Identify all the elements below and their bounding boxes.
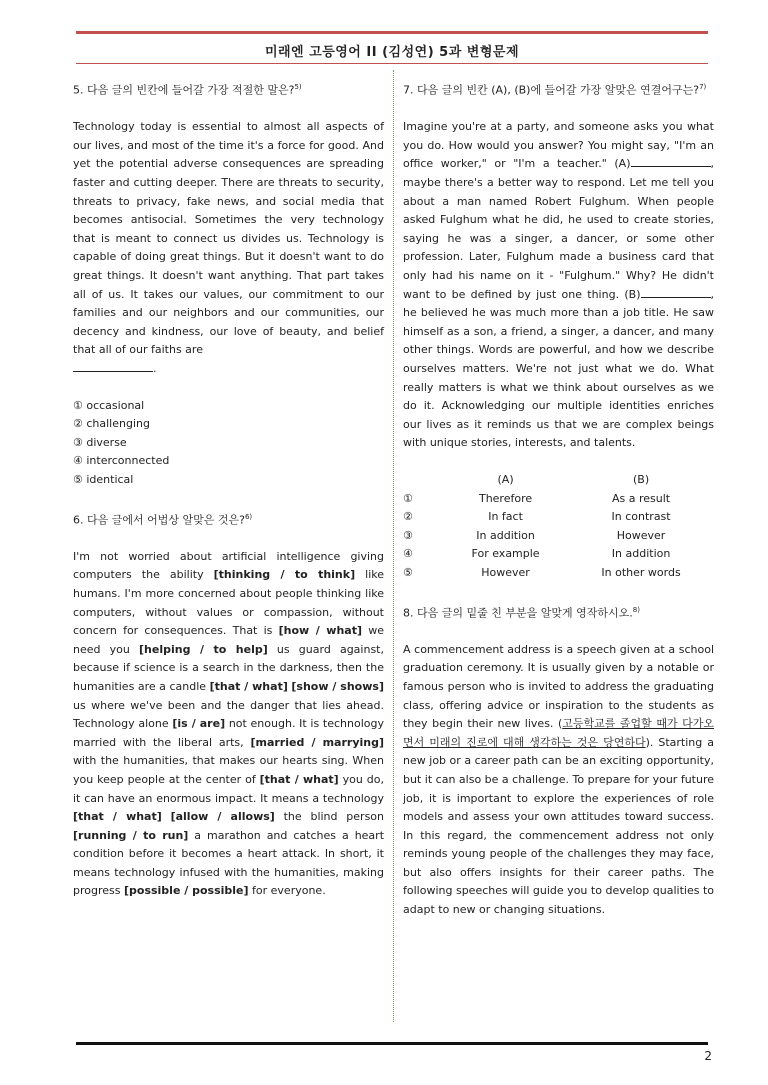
footnote-marker: 6): [244, 512, 253, 521]
grammar-choice[interactable]: [married / marrying]: [250, 735, 384, 749]
question-8-title: 8. 다음 글의 밑줄 친 부분을 알맞게 영작하시오.$^{8)}$: [403, 605, 640, 620]
grammar-choice[interactable]: [running / to run]: [73, 828, 189, 842]
footer-rule: [76, 1042, 708, 1045]
grammar-choice[interactable]: [possible / possible]: [123, 884, 249, 898]
passage-text: a marathon and catches a heart condition before it becomes a heart attack. In short, it means technology infused with the humanities, making progress: [73, 828, 385, 898]
grammar-choice[interactable]: [that / what]: [259, 772, 339, 786]
column-b-header: (B): [632, 472, 650, 486]
option-3[interactable]: ③ diverse: [73, 435, 127, 449]
grammar-choice[interactable]: [how / what]: [278, 624, 362, 638]
question-7-title: 7. 다음 글의 빈칸 (A), (B)에 들어갈 가장 알맞은 연결어구는?$^{7)}$: [403, 83, 707, 97]
page-number: 2: [704, 1049, 712, 1063]
page-title: 미래엔 고등영어 II (김성연) 5과 변형문제: [264, 45, 520, 60]
option-a-value: Therefore: [478, 491, 533, 505]
option-a-value: In addition: [476, 528, 535, 542]
option-row-5[interactable]: [403, 564, 714, 583]
option-row-2[interactable]: [403, 508, 714, 527]
passage-text: not enough. It is technology married with the liberal arts,: [73, 717, 384, 749]
option-a-value: For example: [471, 547, 540, 561]
footnote-marker: 8): [632, 605, 640, 614]
column-a-header: (A): [497, 472, 514, 486]
option-b-value: However: [616, 528, 666, 542]
option-number: ①: [403, 491, 413, 505]
question-7-options-table: [403, 471, 714, 583]
option-row-1[interactable]: [403, 490, 714, 509]
grammar-choice[interactable]: [thinking / to think]: [213, 568, 356, 582]
passage-text: with the humanities, that makes our hearts sing. When you keep people at the center of: [73, 754, 384, 786]
option-b-value: In contrast: [611, 510, 671, 524]
passage-text: we need you: [73, 624, 384, 656]
left-column: [73, 78, 384, 919]
question-6-passage: [73, 548, 384, 901]
grammar-choice[interactable]: [that / what]: [209, 679, 288, 693]
right-column: [403, 78, 714, 938]
grammar-choice[interactable]: [show / shows]: [291, 679, 384, 693]
question-8: [403, 601, 714, 920]
question-5-passage: Technology today is essential to almost all aspects of our lives, and most of the time it's a force for good. And yet the potential adverse consequences are spreading faster and cutting deeper. There are threats to security, threats to privacy, fake news, and social media that becomes antisocial. Sometimes the very technology that is meant to connect us divides us. Technology is capable of doing great things. But it doesn't want to do great things. It doesn't want anything. That part takes all of us. It takes our values, our commitment to our families and our neighbors and our communities, our decency and kindness, our love of beauty, and belief that all of our faiths are .: [73, 120, 384, 375]
question-8-passage: A commencement address is a speech given at a school graduation ceremony. It is usually given by a notable or famous person who is invited to address the graduating class, offering advice or inspiration to the students as they begin their new lives. (고등학교를 졸업할 때가 다가오면서 미래의 진로에 대해 생각하는 것은 당연하다). Starting a new job or a career path can be an exciting opportunity, but it can also be a challenge. To prepare for your future job, it is important to explore the experiences of role models and assess your own attitudes toward success. In this regard, the commencement address not only reminds young people of the challenges they may face, but also offers insights for their career paths. The following speeches will guide you to develop qualities to adapt to new or changing situations.: [403, 642, 715, 917]
passage-text: the blind person: [274, 810, 385, 824]
option-number: ②: [403, 510, 413, 524]
footnote-marker: 7): [699, 83, 707, 91]
option-1[interactable]: ① occasional: [73, 398, 145, 412]
question-6-title: 6. 다음 글에서 어법상 알맞은 것은?$^{6)}$: [73, 512, 253, 527]
blank-a: [631, 156, 711, 167]
passage-text: I'm not worried about artificial intelligence giving computers the ability: [73, 549, 384, 582]
option-b-value: In addition: [611, 547, 671, 561]
question-5: [73, 78, 384, 490]
option-row-4[interactable]: [403, 545, 714, 564]
question-7: [403, 78, 714, 583]
options-header-row: [403, 471, 714, 490]
grammar-choice[interactable]: [is / are]: [172, 717, 226, 731]
passage-text: us where we've been and the danger that lies ahead. Technology alone: [73, 698, 384, 731]
grammar-choice[interactable]: [helping / to help]: [139, 642, 268, 656]
header-top-rule: [76, 31, 708, 34]
footnote-marker: 5): [294, 83, 302, 91]
passage-text: like humans. I'm more concerned about people thinking like computers, without values or compassion, without concern for consequences. That is: [73, 568, 384, 638]
option-b-value: As a result: [612, 491, 671, 505]
grammar-choice[interactable]: [allow / allows]: [170, 810, 275, 824]
question-6: [73, 508, 384, 902]
header-bottom-rule: [76, 63, 708, 64]
passage-text: you do, it can have an enormous impact. It means a technology: [73, 772, 384, 805]
option-4[interactable]: ④ interconnected: [73, 454, 170, 468]
option-a-value: In fact: [488, 510, 523, 524]
option-a-value: However: [481, 565, 530, 579]
option-2[interactable]: ② challenging: [73, 417, 150, 431]
answer-blank: [73, 361, 153, 372]
passage-text: [162, 810, 171, 823]
grammar-choice[interactable]: [that / what]: [73, 810, 162, 824]
option-number: ⑤: [403, 565, 413, 579]
option-number: ④: [403, 547, 413, 561]
passage-text: us guard against, because if science is a search in the darkness, then the humanities are a candle: [73, 642, 384, 693]
option-number: ③: [403, 528, 413, 542]
column-divider: [393, 70, 394, 1022]
question-7-passage: Imagine you're at a party, and someone asks you what you do. How would you answer? You might say, "I'm an office worker," or "I'm a teacher." (A) , maybe there's a better way to respond. Let me tell you about a man named Robert Fulghum. When people asked Fulghum what he did, he used to create stories, saying he was a singer, a dancer, or some other profession. Later, Fulghum made a business card that only had his name on it - "Fulghum." Why? He didn't want to be defined by just one thing. (B) , he believed he was much more than a job title. He saw himself as a son, a friend, a singer, a dancer, and many other things. Words are powerful, and how we describe ourselves matters. We're not just what we do. What really matters is what we think about ourselves as we do it. Acknowledging our multiple identities enriches our lives as it reminds us that we are complex beings with unique stories, interests, and talents.: [403, 120, 714, 450]
question-5-options: [73, 397, 384, 490]
underlined-korean-phrase: 고등학교를 졸업할 때가 다가오면서 미래의 진로에 대해 생각하는 것은 당연하다: [403, 717, 714, 749]
option-row-3[interactable]: [403, 527, 714, 546]
option-b-value: In other words: [601, 565, 681, 579]
passage-text: for everyone.: [248, 884, 326, 898]
question-5-title: 5. 다음 글의 빈칸에 들어갈 가장 적절한 말은?$^{5)}$: [73, 83, 302, 97]
blank-b: [641, 287, 711, 298]
option-5[interactable]: ⑤ identical: [73, 472, 134, 486]
